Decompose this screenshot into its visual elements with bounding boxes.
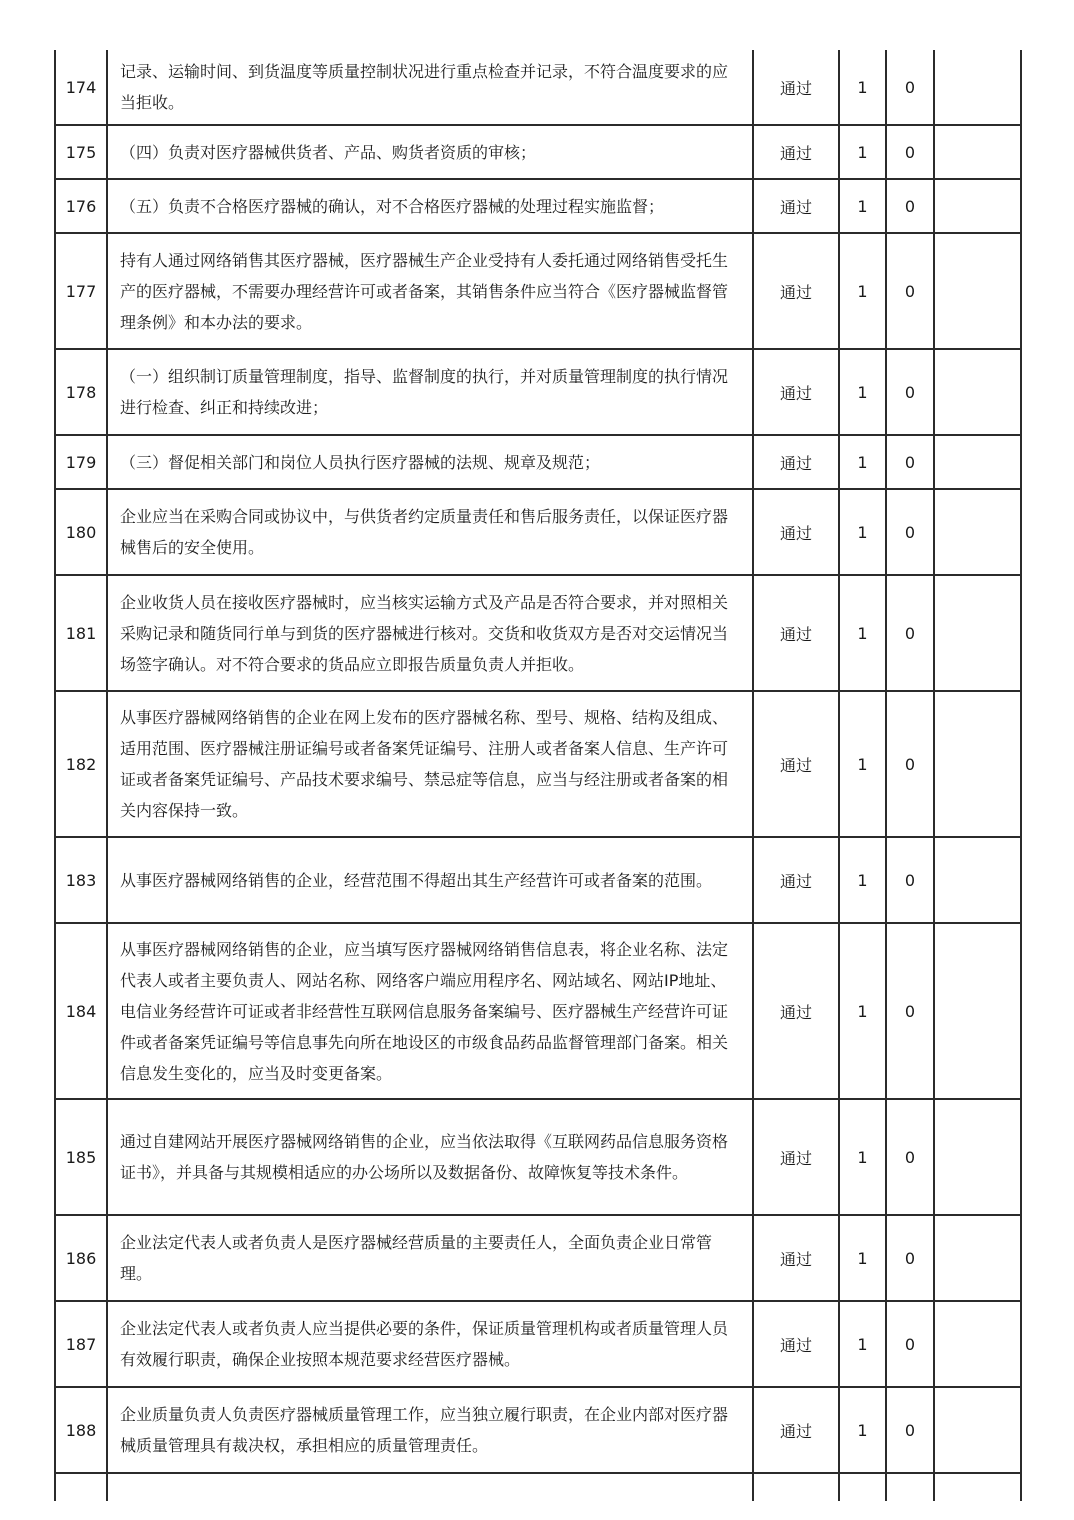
table-row bbox=[55, 923, 1021, 1099]
row-result: 通过 bbox=[753, 1301, 839, 1387]
row-score: 1 bbox=[839, 489, 886, 575]
row-requirement-text: 从事医疗器械网络销售的企业在网上发布的医疗器械名称、型号、规格、结构及组成、适用范围、医疗器械注册证编号或者备案凭证编号、注册人或者备案人信息、生产许可证或者备案凭证编号、产品技术要求编号、禁忌症等信息，应当与经注册或者备案的相关内容保持一致。 bbox=[107, 691, 753, 837]
empty-cell bbox=[55, 1473, 107, 1501]
empty-cell bbox=[107, 1473, 753, 1501]
row-remarks bbox=[934, 575, 1021, 691]
row-requirement-text: 企业法定代表人或者负责人应当提供必要的条件，保证质量管理机构或者质量管理人员有效履行职责，确保企业按照本规范要求经营医疗器械。 bbox=[107, 1301, 753, 1387]
row-result: 通过 bbox=[753, 575, 839, 691]
row-score: 1 bbox=[839, 923, 886, 1099]
row-number: 188 bbox=[55, 1387, 107, 1473]
row-requirement-text: 通过自建网站开展医疗器械网络销售的企业，应当依法取得《互联网药品信息服务资格证书》，并具备与其规模相适应的办公场所以及数据备份、故障恢复等技术条件。 bbox=[107, 1099, 753, 1215]
table-row bbox=[55, 1215, 1021, 1301]
row-deduction: 0 bbox=[886, 50, 934, 125]
row-remarks bbox=[934, 1099, 1021, 1215]
row-deduction: 0 bbox=[886, 923, 934, 1099]
row-result: 通过 bbox=[753, 691, 839, 837]
row-deduction: 0 bbox=[886, 489, 934, 575]
table-row bbox=[55, 349, 1021, 435]
row-score: 1 bbox=[839, 575, 886, 691]
row-result: 通过 bbox=[753, 349, 839, 435]
table-row bbox=[55, 489, 1021, 575]
row-result: 通过 bbox=[753, 923, 839, 1099]
row-requirement-text: （五）负责不合格医疗器械的确认，对不合格医疗器械的处理过程实施监督； bbox=[107, 179, 753, 233]
inspection-table bbox=[54, 50, 1022, 1501]
table-row bbox=[55, 691, 1021, 837]
table-row bbox=[55, 837, 1021, 923]
row-score: 1 bbox=[839, 1215, 886, 1301]
row-deduction: 0 bbox=[886, 1301, 934, 1387]
row-number: 179 bbox=[55, 435, 107, 489]
table-row bbox=[55, 125, 1021, 179]
row-result: 通过 bbox=[753, 489, 839, 575]
row-number: 176 bbox=[55, 179, 107, 233]
row-deduction: 0 bbox=[886, 1215, 934, 1301]
row-deduction: 0 bbox=[886, 837, 934, 923]
row-deduction: 0 bbox=[886, 1099, 934, 1215]
empty-cell bbox=[839, 1473, 886, 1501]
row-requirement-text: 企业质量负责人负责医疗器械质量管理工作，应当独立履行职责，在企业内部对医疗器械质量管理具有裁决权，承担相应的质量管理责任。 bbox=[107, 1387, 753, 1473]
row-result: 通过 bbox=[753, 179, 839, 233]
row-score: 1 bbox=[839, 125, 886, 179]
table-row bbox=[55, 179, 1021, 233]
row-deduction: 0 bbox=[886, 691, 934, 837]
row-number: 177 bbox=[55, 233, 107, 349]
row-requirement-text: （三）督促相关部门和岗位人员执行医疗器械的法规、规章及规范； bbox=[107, 435, 753, 489]
row-result: 通过 bbox=[753, 1387, 839, 1473]
table-row bbox=[55, 1387, 1021, 1473]
row-remarks bbox=[934, 837, 1021, 923]
row-remarks bbox=[934, 489, 1021, 575]
table-body bbox=[55, 50, 1021, 1501]
row-remarks bbox=[934, 435, 1021, 489]
table-row bbox=[55, 575, 1021, 691]
row-requirement-text: 企业应当在采购合同或协议中，与供货者约定质量责任和售后服务责任，以保证医疗器械售后的安全使用。 bbox=[107, 489, 753, 575]
row-number: 187 bbox=[55, 1301, 107, 1387]
table-row bbox=[55, 435, 1021, 489]
row-remarks bbox=[934, 1215, 1021, 1301]
row-score: 1 bbox=[839, 179, 886, 233]
row-result: 通过 bbox=[753, 1099, 839, 1215]
row-deduction: 0 bbox=[886, 575, 934, 691]
table-row bbox=[55, 1301, 1021, 1387]
row-score: 1 bbox=[839, 349, 886, 435]
row-remarks bbox=[934, 1387, 1021, 1473]
empty-cell bbox=[753, 1473, 839, 1501]
row-number: 180 bbox=[55, 489, 107, 575]
row-number: 178 bbox=[55, 349, 107, 435]
row-result: 通过 bbox=[753, 837, 839, 923]
row-requirement-text: 持有人通过网络销售其医疗器械，医疗器械生产企业受持有人委托通过网络销售受托生产的医疗器械，不需要办理经营许可或者备案，其销售条件应当符合《医疗器械监督管理条例》和本办法的要求。 bbox=[107, 233, 753, 349]
row-remarks bbox=[934, 50, 1021, 125]
row-requirement-text: （四）负责对医疗器械供货者、产品、购货者资质的审核； bbox=[107, 125, 753, 179]
row-number: 186 bbox=[55, 1215, 107, 1301]
row-remarks bbox=[934, 923, 1021, 1099]
row-result: 通过 bbox=[753, 125, 839, 179]
row-deduction: 0 bbox=[886, 233, 934, 349]
row-score: 1 bbox=[839, 435, 886, 489]
row-deduction: 0 bbox=[886, 125, 934, 179]
row-remarks bbox=[934, 1301, 1021, 1387]
row-score: 1 bbox=[839, 1387, 886, 1473]
row-requirement-text: 企业法定代表人或者负责人是医疗器械经营质量的主要责任人，全面负责企业日常管理。 bbox=[107, 1215, 753, 1301]
row-requirement-text: 从事医疗器械网络销售的企业，经营范围不得超出其生产经营许可或者备案的范围。 bbox=[107, 837, 753, 923]
row-number: 174 bbox=[55, 50, 107, 125]
row-number: 182 bbox=[55, 691, 107, 837]
row-requirement-text: （一）组织制订质量管理制度，指导、监督制度的执行，并对质量管理制度的执行情况进行检查、纠正和持续改进； bbox=[107, 349, 753, 435]
row-deduction: 0 bbox=[886, 179, 934, 233]
row-requirement-text: 企业收货人员在接收医疗器械时，应当核实运输方式及产品是否符合要求，并对照相关采购记录和随货同行单与到货的医疗器械进行核对。交货和收货双方是否对交运情况当场签字确认。对不符合要求的货品应立即报告质量负责人并拒收。 bbox=[107, 575, 753, 691]
empty-cell bbox=[934, 1473, 1021, 1501]
row-score: 1 bbox=[839, 1301, 886, 1387]
row-number: 185 bbox=[55, 1099, 107, 1215]
table-row bbox=[55, 1099, 1021, 1215]
table-row bbox=[55, 233, 1021, 349]
row-score: 1 bbox=[839, 50, 886, 125]
row-requirement-text: 从事医疗器械网络销售的企业，应当填写医疗器械网络销售信息表，将企业名称、法定代表人或者主要负责人、网站名称、网络客户端应用程序名、网站域名、网站IP地址、电信业务经营许可证或者非经营性互联网信息服务备案编号、医疗器械生产经营许可证件或者备案凭证编号等信息事先向所在地设区的市级食品药品监督管理部门备案。相关信息发生变化的，应当及时变更备案。 bbox=[107, 923, 753, 1099]
row-remarks bbox=[934, 233, 1021, 349]
empty-cell bbox=[886, 1473, 934, 1501]
row-number: 175 bbox=[55, 125, 107, 179]
row-remarks bbox=[934, 349, 1021, 435]
row-score: 1 bbox=[839, 837, 886, 923]
row-remarks bbox=[934, 179, 1021, 233]
row-remarks bbox=[934, 125, 1021, 179]
row-result: 通过 bbox=[753, 50, 839, 125]
table-row bbox=[55, 50, 1021, 125]
row-score: 1 bbox=[839, 691, 886, 837]
row-score: 1 bbox=[839, 1099, 886, 1215]
row-score: 1 bbox=[839, 233, 886, 349]
row-number: 181 bbox=[55, 575, 107, 691]
row-deduction: 0 bbox=[886, 1387, 934, 1473]
row-requirement-text: 记录、运输时间、到货温度等质量控制状况进行重点检查并记录，不符合温度要求的应当拒收。 bbox=[107, 50, 753, 125]
table-row-continued bbox=[55, 1473, 1021, 1501]
row-deduction: 0 bbox=[886, 435, 934, 489]
row-deduction: 0 bbox=[886, 349, 934, 435]
row-number: 183 bbox=[55, 837, 107, 923]
row-result: 通过 bbox=[753, 1215, 839, 1301]
row-result: 通过 bbox=[753, 233, 839, 349]
row-number: 184 bbox=[55, 923, 107, 1099]
row-result: 通过 bbox=[753, 435, 839, 489]
row-remarks bbox=[934, 691, 1021, 837]
